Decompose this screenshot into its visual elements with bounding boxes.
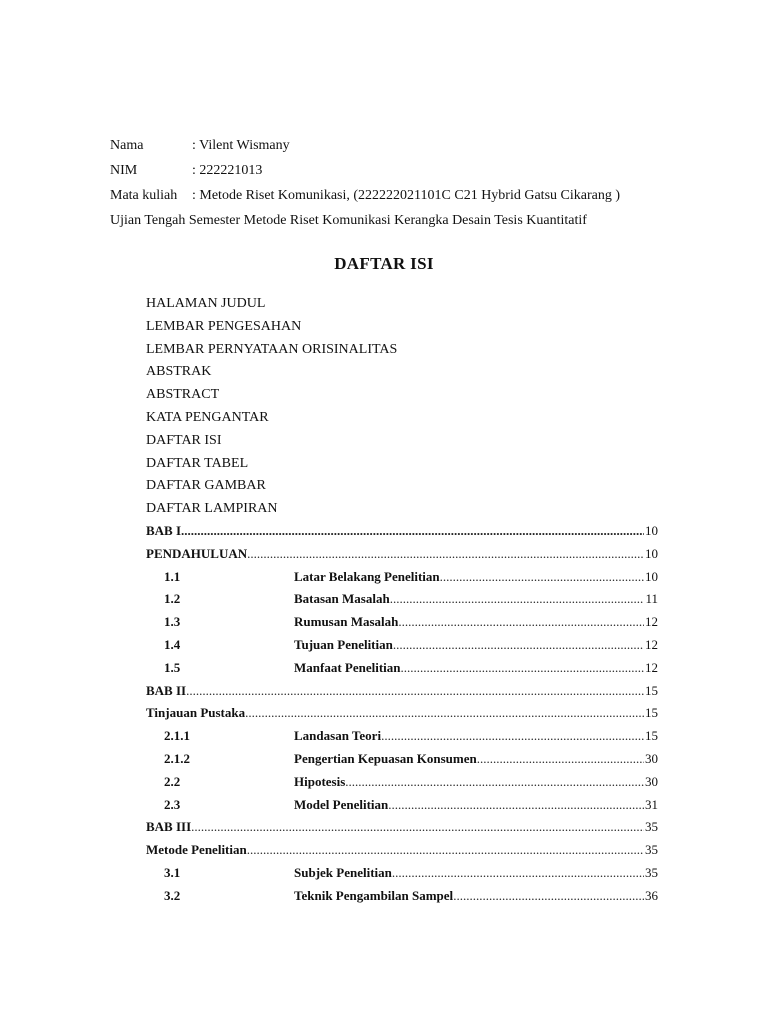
toc-title: BAB I [146,523,182,538]
toc-title: Pengertian Kepuasan Konsumen [294,751,477,766]
toc-title: Hipotesis [294,773,346,789]
toc-row [164,864,658,882]
toc-page-number: 10 [645,523,658,538]
toc-page-number: 12 [645,659,658,675]
toc-title: Model Penelitian [294,796,389,812]
toc-number: 1.2 [164,591,181,607]
toc-dot-leader [398,613,644,631]
toc-title: Landasan Teori [294,728,382,744]
toc-page-number: 31 [645,796,658,812]
page-title: DAFTAR ISI [334,254,434,273]
toc-dot-leader [245,704,644,722]
toc-page-number: 10 [645,568,658,584]
toc-number: 1.4 [164,637,181,652]
toc-dot-leader [393,636,644,654]
toc-page-number: 36 [645,887,658,903]
matkul-label: Mata kuliah [110,188,178,203]
nama-value: : Vilent Wismany [192,138,290,153]
toc-dot-leader [477,750,644,768]
nama-label: Nama [110,138,144,153]
toc-row [146,545,658,563]
toc-dot-leader [390,590,645,608]
front-matter-item: DAFTAR GAMBAR [146,478,266,494]
matkul-value: : Metode Riset Komunikasi, (222222021101C C21 Hybrid Gatsu Cikarang ) [192,188,620,203]
toc-row [146,841,658,859]
toc-dot-leader [345,773,644,791]
toc-dot-leader [186,682,644,700]
toc-page-number: 30 [645,773,658,789]
toc-number: 1.1 [164,568,181,584]
toc-row [146,818,658,836]
toc-page-number: 12 [645,614,658,630]
front-matter-item: LEMBAR PENGESAHAN [146,318,302,334]
front-matter-item: KATA PENGANTAR [146,410,269,425]
toc-page-number: 35 [645,819,658,835]
front-matter-item: DAFTAR ISI [146,432,222,448]
toc-dot-leader [453,887,644,905]
toc-page-number: 35 [645,842,658,858]
toc-row [164,773,658,791]
toc-title: Subjek Penelitian [294,865,392,880]
toc-row [164,568,658,586]
toc-dot-leader [247,545,644,563]
toc-row [164,796,658,814]
toc-page-number: 10 [645,545,658,561]
toc-title: Manfaat Penelitian [294,659,401,675]
toc-title: Tinjauan Pustaka [146,705,246,721]
toc-number: 2.1.2 [164,751,190,766]
ujian-line: Ujian Tengah Semester Metode Riset Komunikasi Kerangka Desain Tesis Kuantitatif [110,213,587,228]
toc-dot-leader [181,522,644,540]
toc-page-number: 11 [645,591,658,607]
toc-dot-leader [388,796,644,814]
toc-page-number: 35 [645,865,658,880]
toc-dot-leader [247,841,644,859]
nim-value: : 222221013 [192,163,263,178]
toc-number: 2.3 [164,796,181,812]
front-matter-item: DAFTAR LAMPIRAN [146,501,278,517]
toc-number: 3.1 [164,865,181,880]
toc-row [164,659,658,677]
front-matter-item: LEMBAR PERNYATAAN ORISINALITAS [146,341,398,357]
toc-row [164,750,658,768]
nama-line [110,137,290,155]
toc-row [164,636,658,654]
toc-number: 1.5 [164,659,181,675]
toc-title: Batasan Masalah [294,591,390,607]
toc-title: Latar Belakang Penelitian [294,568,440,584]
toc-title: Metode Penelitian [146,842,247,858]
toc-dot-leader [440,568,644,586]
toc-number: 3.2 [164,887,181,903]
toc-title: PENDAHULUAN [146,545,248,561]
toc-dot-leader [401,659,644,677]
toc-title: Rumusan Masalah [294,614,399,630]
toc-number: 2.1.1 [164,728,190,744]
toc-row [164,613,658,631]
toc-page-number: 30 [645,751,658,766]
toc-row [164,887,658,905]
toc-dot-leader [381,727,644,745]
toc-row [146,682,658,700]
front-matter-item: DAFTAR TABEL [146,455,249,471]
toc-page-number: 15 [645,728,658,744]
toc-page-number: 12 [645,637,658,652]
front-matter-item: ABSTRACT [146,387,220,403]
nim-label: NIM [110,163,138,178]
toc-dot-leader [392,864,644,882]
toc-title: BAB III [146,819,192,835]
toc-title: BAB II [146,682,187,698]
toc-row [164,727,658,745]
toc-row [146,522,658,540]
toc-row [146,704,658,722]
nim-line [110,162,262,180]
toc-page-number: 15 [645,682,658,698]
toc-title: Tujuan Penelitian [294,637,393,652]
toc-title: Teknik Pengambilan Sampel [294,887,454,903]
front-matter-item: HALAMAN JUDUL [146,296,266,311]
toc-number: 2.2 [164,773,181,789]
toc-page-number: 15 [645,705,658,721]
toc-row [164,590,658,608]
front-matter-item: ABSTRAK [146,364,212,380]
matkul-line [110,187,620,205]
toc-number: 1.3 [164,614,181,630]
toc-dot-leader [191,818,644,836]
